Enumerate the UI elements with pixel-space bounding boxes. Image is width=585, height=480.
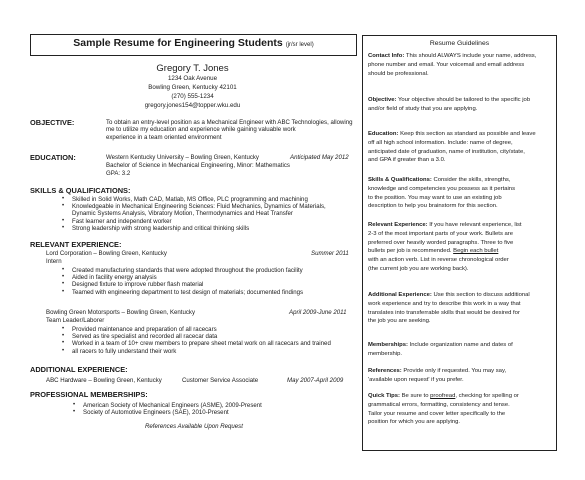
references-note: References Available Upon Request <box>145 423 243 430</box>
guide-text: Tailor your resume and cover letter specifically to the <box>368 410 506 417</box>
list-item: • Designed fixture to improve rubber flash material <box>72 281 303 288</box>
guide-text: phone number and email. Your voicemail and email address <box>368 61 525 68</box>
list-item: • Aided in facility energy analysis <box>72 274 303 281</box>
education-school: Western Kentucky University – Bowling Green, Kentucky <box>106 154 259 161</box>
objective-text <box>106 119 353 141</box>
guide-additional-label: Additional Experience: <box>368 292 432 298</box>
guide-education <box>368 130 554 165</box>
guide-objective <box>368 96 554 114</box>
guide-tips-label: Quick Tips: <box>368 393 400 399</box>
guide-text: Keep this section as standard as possible and leave <box>400 131 536 137</box>
list-item: • Society of Automotive Engineers (SAE), 2010-Present <box>83 409 262 416</box>
memberships-heading: PROFESSIONAL MEMBERSHIPS: <box>30 390 148 399</box>
list-item: • Skilled in Solid Works, Math CAD, Matlab, MS Office, PLC programming and machining <box>72 196 326 203</box>
title-main: Sample Resume for Engineering Students <box>73 37 283 49</box>
guide-references-label: References: <box>368 368 402 374</box>
objective-line: To obtain an entry-level position as a Mechanical Engineer with ABC Technologies, allowing <box>106 119 353 126</box>
additional-heading: ADDITIONAL EXPERIENCE: <box>30 365 128 374</box>
guide-text: and GPA if greater than a 3.0. <box>368 157 446 164</box>
address-line-1: 1234 Oak Avenue <box>167 75 218 82</box>
job1-role: Intern <box>46 258 62 265</box>
guide-text: knowledge and competencies you possess as it pertains <box>368 185 516 192</box>
guide-relevant <box>368 221 554 274</box>
guide-text: If you have relevant experience, list <box>429 222 522 228</box>
guide-text: 'available upon request' if you prefer. <box>368 376 464 383</box>
guide-text: , checking for spelling or <box>455 393 519 399</box>
list-item: • Strong leadership with strong leadership and critical thinking skills <box>72 225 326 232</box>
job1-date: Summer 2011 <box>311 250 349 257</box>
guide-text: should be professional. <box>368 70 429 77</box>
title-tag: (jr/sr level) <box>285 42 314 48</box>
guide-text: Include organization name and dates of <box>409 342 513 348</box>
guide-relevant-label: Relevant Experience: <box>368 222 428 228</box>
guide-text: This should ALWAYS include your name, address, <box>405 53 537 59</box>
education-date: Anticipated May 2012 <box>290 154 349 161</box>
guide-relevant-highlight: Begin each bullet <box>453 248 499 255</box>
guide-text: Consider the skills, strengths, <box>433 177 511 183</box>
job2-date: April 2009-June 2011 <box>289 309 347 316</box>
guide-memberships-label: Memberships: <box>368 342 408 348</box>
job1-list <box>72 267 303 296</box>
guide-objective-label: Objective: <box>368 97 397 103</box>
list-item: • American Society of Mechanical Engineers (ASME), 2009-Present <box>83 402 262 409</box>
additional-date: May 2007-April 2009 <box>287 377 344 384</box>
address-line-2: Bowling Green, Kentucky 42101 <box>148 84 237 91</box>
list-item: Dynamic Systems Analysis, Vibratory Motion, Thermodynamics and Heat Transfer <box>72 210 293 218</box>
objective-line: me to utilize my education and experience while gaining valuable work <box>106 126 296 134</box>
guidelines-heading: Resume Guidelines <box>429 40 490 47</box>
guide-text: Your objective should be tailored to the specific job <box>398 97 531 103</box>
guide-skills-label: Skills & Qualifications: <box>368 177 432 183</box>
guide-text: 2-3 of the most important parts of your work. Bullets are <box>368 230 514 237</box>
list-item: • all racers to fully understand their work <box>72 348 331 355</box>
guide-text: description to help you brainstorm for this section. <box>368 203 498 210</box>
guide-text: preferred over heavily worded paragraphs. Three to five <box>368 239 514 246</box>
guide-references <box>368 367 554 385</box>
additional-role: Customer Service Associate <box>182 377 259 384</box>
education-gpa: GPA: 3.2 <box>106 170 131 177</box>
objective-line: experience in a team oriented environment <box>106 133 222 141</box>
guide-text: position for which you are applying. <box>368 419 461 426</box>
guide-text: and/or field of study that you are applying. <box>368 105 478 112</box>
objective-heading: OBJECTIVE: <box>30 118 75 127</box>
guide-text: (the current job you are working back). <box>368 265 469 272</box>
phone: (270) 555-1234 <box>171 93 214 100</box>
resume-title <box>30 37 357 49</box>
guide-education-label: Education: <box>368 131 399 137</box>
guide-text: Provide only if requested. You may say, <box>403 368 507 374</box>
guide-text: bullets per job is recommended. <box>368 248 452 255</box>
skills-heading: SKILLS & QUALIFICATIONS: <box>30 186 131 195</box>
experience-heading: RELEVANT EXPERIENCE: <box>30 240 122 249</box>
guide-text: Use this section to discuss additional <box>433 292 530 298</box>
guide-text: to the position. You may want to use an existing job <box>368 194 502 201</box>
guide-additional <box>368 291 554 326</box>
education-heading: EDUCATION: <box>30 153 76 162</box>
list-item: • Fast learner and independent worker <box>72 218 326 225</box>
guide-text: anticipated date of graduation, name of institution, city/state, <box>368 148 525 155</box>
guide-text: the job you are seeking. <box>368 318 431 325</box>
list-item: • Knowledgeable in Mechanical Engineering Sciences: Fluid Mechanics, Dynamics of Materials, <box>72 203 326 210</box>
list-item: • Teamed with engineering department to test design of materials; documented findings <box>72 289 303 296</box>
guide-skills <box>368 176 554 211</box>
guide-text: grammatical errors, formatting, consistency and tense. <box>368 401 510 408</box>
guide-tips <box>368 392 554 427</box>
guide-proofread: proofread <box>430 393 456 399</box>
email: gregory.jones154@topper.wku.edu <box>144 102 241 109</box>
guide-text: translates into transferrable skills that would be desired for <box>368 309 520 316</box>
list-item: • Created manufacturing standards that were adopted throughout the production facility <box>72 267 303 274</box>
skills-list <box>72 196 326 232</box>
job2-role: Team Leader/Laborer <box>46 317 105 324</box>
guide-text: off all high school information. Include: name of degree, <box>368 139 513 146</box>
memberships-list <box>83 402 262 416</box>
job2-org: Bowling Green Motorsports – Bowling Green, Kentucky <box>46 309 196 316</box>
guide-text: membership. <box>368 350 403 357</box>
guide-text: Be sure to <box>401 393 429 399</box>
additional-org: ABC Hardware – Bowling Green, Kentucky <box>46 377 162 384</box>
guide-contact <box>368 52 554 78</box>
guide-text: with an action verb. List in reverse chronological order <box>368 257 509 264</box>
guide-contact-label: Contact Info: <box>368 53 405 59</box>
guide-text: work experience and try to describe this work in a way that <box>368 300 521 307</box>
job1-org: Lord Corporation – Bowling Green, Kentucky <box>46 250 167 257</box>
job2-list <box>72 326 331 355</box>
education-degree: Bachelor of Science in Mechanical Engineering, Minor: Mathematics <box>106 162 290 169</box>
list-item: • Worked in a team of 10+ crew members to prepare sheet metal work on all racecars and trained <box>72 340 331 347</box>
list-item: • Provided maintenance and preparation of all racecars <box>72 326 331 333</box>
guide-memberships <box>368 341 554 359</box>
list-item: • Served as tire specialist and recorded all racecar data <box>72 333 331 340</box>
candidate-name: Gregory T. Jones <box>156 63 229 74</box>
